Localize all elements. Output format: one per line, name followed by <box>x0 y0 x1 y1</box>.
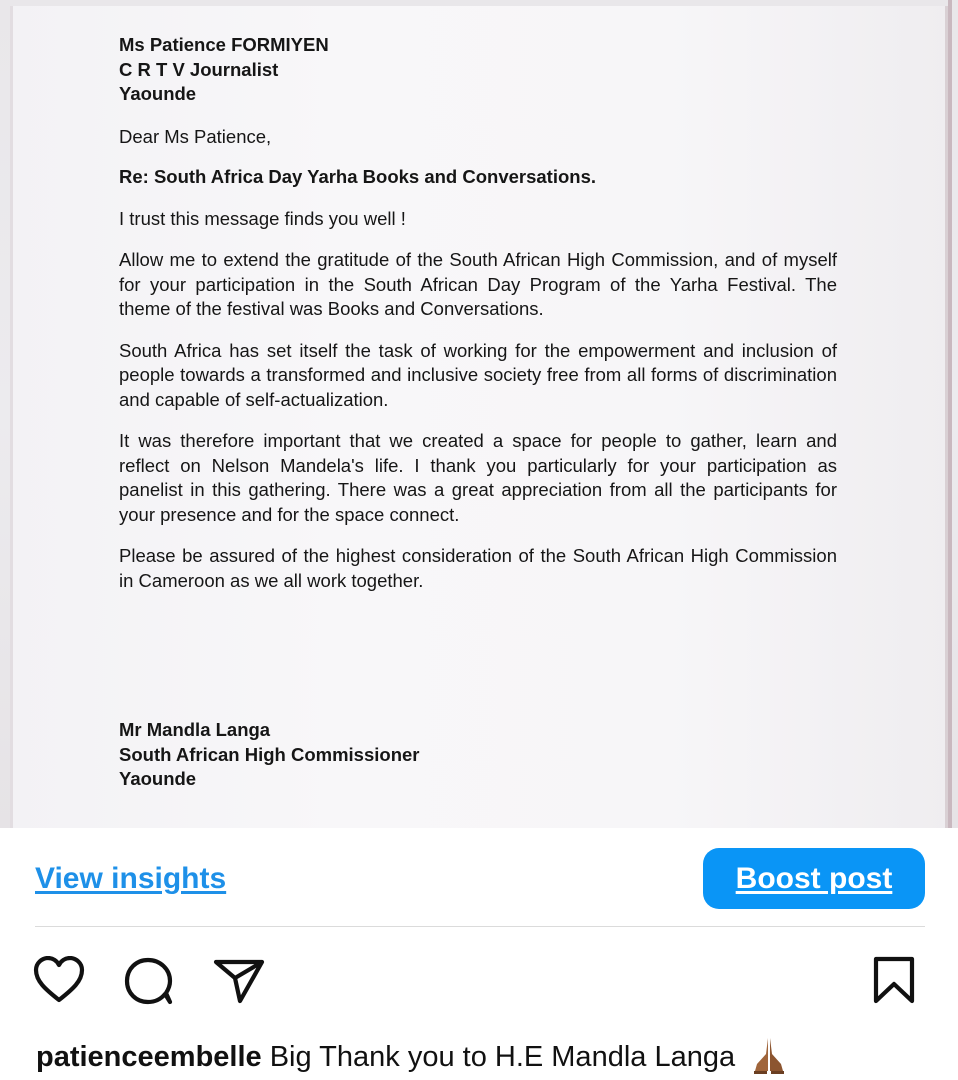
letter-subject: Re: South Africa Day Yarha Books and Conversations. <box>119 166 597 187</box>
bookmark-icon[interactable] <box>872 956 916 1004</box>
boost-post-button[interactable]: Boost post <box>703 848 925 909</box>
letter-greeting: Dear Ms Patience, <box>119 125 272 147</box>
signer-city: Yaounde <box>119 768 197 789</box>
divider <box>35 926 925 927</box>
letter-paragraph: South Africa has set itself the task of working for the empowerment and inclusion of people towards a transformed and inclusive society free from all forms of discrimination and capable of self-actualization. <box>119 339 837 410</box>
paper-edge <box>948 0 952 828</box>
view-insights-link[interactable]: View insights <box>35 862 227 895</box>
comment-icon[interactable] <box>124 957 174 1005</box>
heart-icon[interactable] <box>33 956 85 1004</box>
recipient-city: Yaounde <box>119 83 197 104</box>
post-caption <box>36 1034 789 1074</box>
letter-paragraph: It was therefore important that we created a space for people to gather, learn and reflect on Nelson Mandela's life. I thank you particularly for your participation as panelist in this gathering. There was a great appreciation from all the participants for your presence and for the space connect. <box>119 430 837 525</box>
share-icon[interactable] <box>213 958 265 1004</box>
caption-username[interactable]: patienceembelle <box>36 1041 262 1073</box>
signer-title: South African High Commissioner <box>119 743 420 765</box>
letter-paragraph: Allow me to extend the gratitude of the South African High Commission, and of myself for your participation in the South African Day Program of the Yarha Festival. The theme of the festival was Books and Conversations. <box>119 249 837 319</box>
recipient-name: Ms Patience FORMIYEN <box>119 34 329 55</box>
caption-text: Big Thank you to H.E Mandla Langa <box>269 1041 736 1073</box>
recipient-block <box>119 33 837 107</box>
praying-hands-emoji <box>749 1034 789 1074</box>
letter-paragraph: I trust this message finds you well ! <box>119 207 406 229</box>
signature-block <box>119 718 419 792</box>
letter-body <box>119 33 837 593</box>
letter-paragraph: Please be assured of the highest consideration of the South African High Commission in Cameroon as we all work together. <box>119 545 837 591</box>
recipient-title: C R T V Journalist <box>119 58 279 80</box>
signer-name: Mr Mandla Langa <box>119 719 271 740</box>
